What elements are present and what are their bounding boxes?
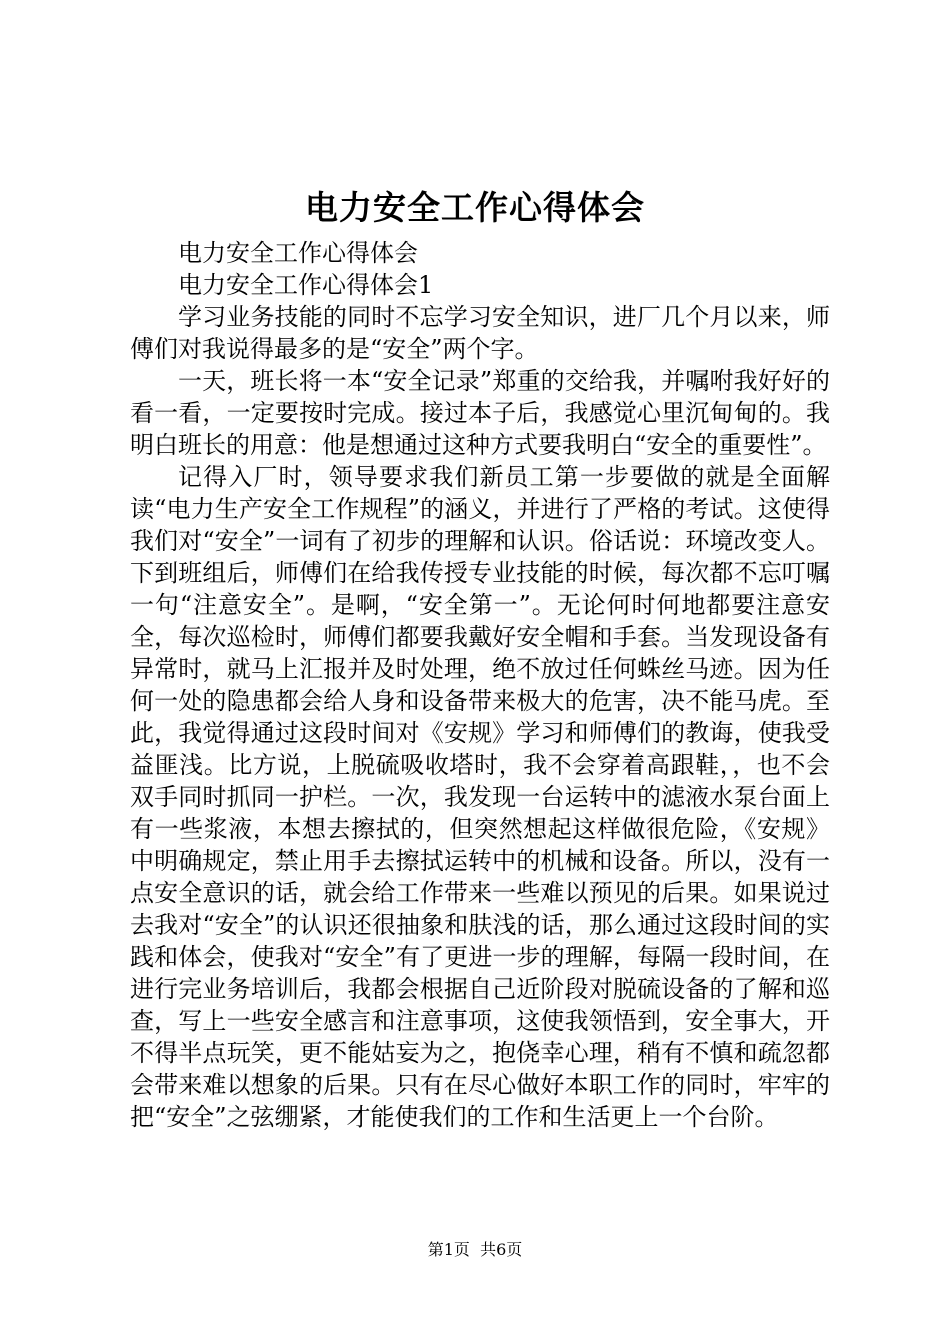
paragraph-section-heading: 电力安全工作心得体会1 <box>178 271 434 299</box>
page-number: 第1页 共6页 <box>427 1240 523 1259</box>
paragraph-subtitle: 电力安全工作心得体会 <box>178 239 418 267</box>
paragraph-safety-record: 一天，班长将一本“安全记录”郑重的交给我，并嘱咐我好好的看一看，一定要按时完成。接过本子后，我感觉心里沉甸甸的。我明白班长的用意：他是想通过这种方式要我明白“安全的重要性”。 <box>130 367 830 459</box>
page-footer <box>0 1238 950 1262</box>
paragraph-main-body: 记得入厂时，领导要求我们新员工第一步要做的就是全面解读“电力生产安全工作规程”的涵义，并进行了严格的考试。这使得我们对“安全”一词有了初步的理解和认识。俗话说：环境改变人。下到班组后，师傅们在给我传授专业技能的时候，每次都不忘叮嘱一句“注意安全”。是啊，“安全第一”。无论何时何地都要注意安全，每次巡检时，师傅们都要我戴好安全帽和手套。当发现设备有异常时，就马上汇报并及时处理，绝不放过任何蛛丝马迹。因为任何一处的隐患都会给人身和设备带来极大的危害，决不能马虎。至此，我觉得通过这段时间对《安规》学习和师傅们的教诲，使我受益匪浅。比方说，上脱硫吸收塔时，我不会穿着高跟鞋，，也不会双手同时抓同一护栏。一次，我发现一台运转中的滤液水泵台面上有一些浆液，本想去擦拭的，但突然想起这样做很危险，《安规》中明确规定，禁止用手去擦拭运转中的机械和设备。所以，没有一点安全意识的话，就会给工作带来一些难以预见的后果。如果说过去我对“安全”的认识还很抽象和肤浅的话，那么通过这段时间的实践和体会，使我对“安全”有了更进一步的理解，每隔一段时间，在进行完业务培训后，我都会根据自己近阶段对脱硫设备的了解和巡查，写上一些安全感言和注意事项，这使我领悟到，安全事大，开不得半点玩笑，更不能姑妄为之，抱侥幸心理，稍有不慎和疏忽都会带来难以想象的后果。只有在尽心做好本职工作的同时，牢牢的把“安全”之弦绷紧，才能使我们的工作和生活更上一个台阶。 <box>130 463 830 1131</box>
document-body <box>130 237 830 1133</box>
document-title: 电力安全工作心得体会 <box>305 188 645 227</box>
paragraph-intro: 学习业务技能的同时不忘学习安全知识，进厂几个月以来，师傅们对我说得最多的是“安全”两个字。 <box>130 303 830 363</box>
